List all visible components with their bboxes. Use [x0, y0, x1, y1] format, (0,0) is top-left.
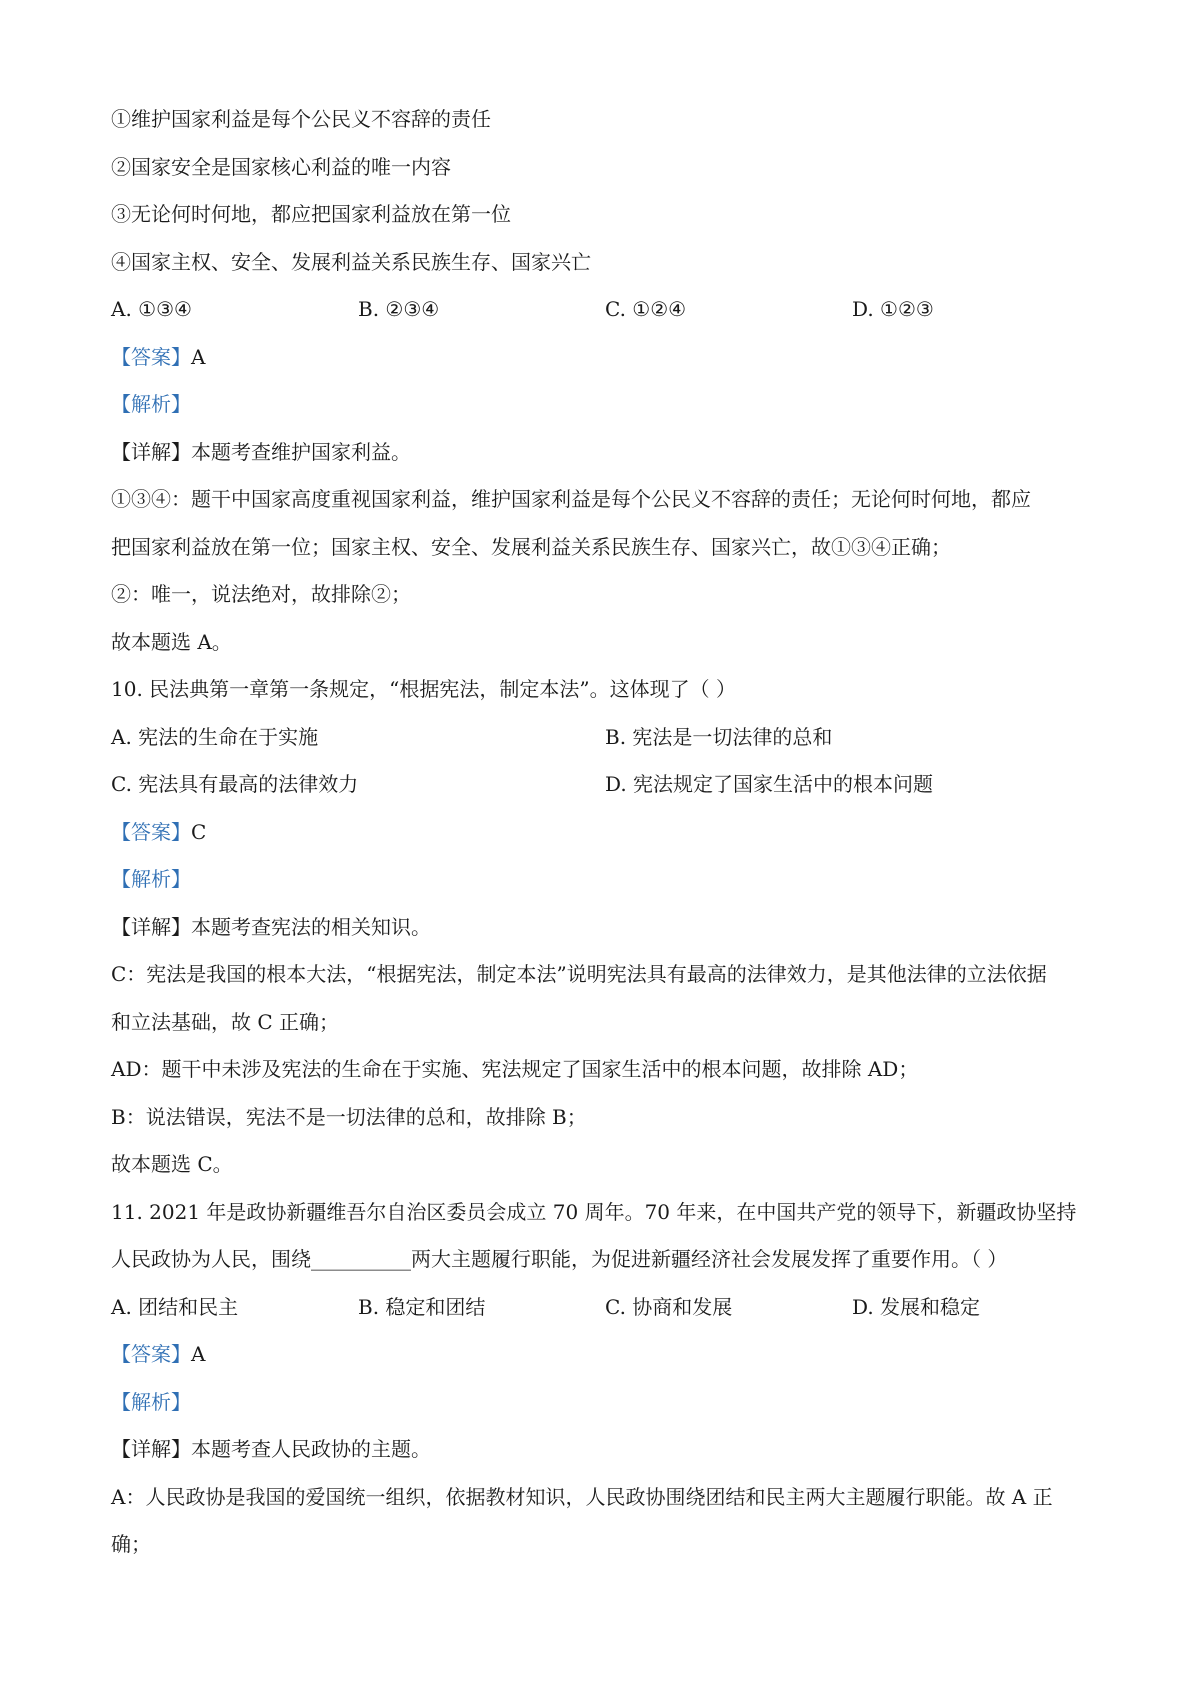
q10-explanation-4: B：说法错误，宪法不是一切法律的总和，故排除 B；: [111, 1104, 587, 1129]
q9-explanation-4: 故本题选 A。: [111, 629, 232, 654]
answer-value: C: [191, 819, 207, 844]
answer-value: A: [191, 1342, 206, 1366]
answer-label: 【答案】: [111, 819, 191, 844]
answer-value: A: [191, 344, 206, 369]
answer-label: 【答案】: [111, 344, 191, 369]
document-page: [111, 96, 1101, 1569]
q9-option-a: A. ①③④: [111, 297, 192, 321]
q10-option-b: B. 宪法是一切法律的总和: [605, 724, 833, 749]
q10-answer: [111, 809, 1101, 857]
q11-explanation-1: A：人民政协是我国的爱国统一组织，依据教材知识，人民政协围绕团结和民主两大主题履行职能。故 A 正: [111, 1484, 1053, 1509]
q9-detail: 【详解】本题考查维护国家利益。: [111, 439, 411, 464]
q11-question-1: 11. 2021 年是政协新疆维吾尔自治区委员会成立 70 周年。70 年来，在中国共产党的领导下，新疆政协坚持: [111, 1199, 1077, 1224]
q10-question: 10. 民法典第一章第一条规定，“根据宪法，制定本法”。这体现了（ ）: [111, 677, 736, 701]
q11-answer: [111, 1331, 1101, 1379]
q10-detail: 【详解】本题考查宪法的相关知识。: [111, 914, 431, 939]
q9-explanation-3: ②：唯一，说法绝对，故排除②；: [111, 582, 411, 606]
q11-analysis-label: 【解析】: [111, 1389, 191, 1414]
q9-explanation-1: ①③④：题干中国家高度重视国家利益，维护国家利益是每个公民义不容辞的责任；无论何时何地，都应: [111, 487, 1031, 511]
q9-option-b: B. ②③④: [358, 297, 440, 321]
q10-explanation-5: 故本题选 C。: [111, 1152, 233, 1176]
q11-option-c: C. 协商和发展: [605, 1294, 733, 1319]
q11-explanation-2: 确；: [111, 1532, 151, 1556]
q9-analysis-label: 【解析】: [111, 392, 191, 416]
q10-explanation-2: 和立法基础，故 C 正确；: [111, 1009, 340, 1034]
q10-explanation-3: AD：题干中未涉及宪法的生命在于实施、宪法规定了国家生活中的根本问题，故排除 AD；: [111, 1057, 919, 1081]
statement-4: ④国家主权、安全、发展利益关系民族生存、国家兴亡: [111, 249, 591, 274]
q10-explanation-1: C：宪法是我国的根本大法，“根据宪法，制定本法”说明宪法具有最高的法律效力，是其他法律的立法依据: [111, 962, 1047, 986]
q11-option-d: D. 发展和稳定: [852, 1294, 981, 1319]
q10-options-row-1: [111, 714, 1101, 762]
q9-options: [111, 286, 1101, 334]
q11-options: [111, 1284, 1101, 1332]
q10-options-row-2: [111, 761, 1101, 809]
statement-1: ①维护国家利益是每个公民义不容辞的责任: [111, 107, 491, 131]
q10-option-c: C. 宪法具有最高的法律效力: [111, 772, 359, 796]
q9-explanation-2: 把国家利益放在第一位；国家主权、安全、发展利益关系民族生存、国家兴亡，故①③④正确；: [111, 534, 951, 559]
q9-answer: [111, 334, 1101, 382]
q11-question-2: 人民政协为人民，围绕__________两大主题履行职能，为促进新疆经济社会发展发挥了重要作用。（ ）: [111, 1247, 1008, 1271]
q11-option-a: A. 团结和民主: [111, 1294, 239, 1319]
q10-option-a: A. 宪法的生命在于实施: [111, 724, 319, 749]
q9-option-d: D. ①②③: [852, 297, 934, 321]
statement-2: ②国家安全是国家核心利益的唯一内容: [111, 154, 451, 179]
answer-label: 【答案】: [111, 1342, 191, 1366]
q11-detail: 【详解】本题考查人民政协的主题。: [111, 1437, 431, 1461]
q10-analysis-label: 【解析】: [111, 867, 191, 891]
q11-option-b: B. 稳定和团结: [358, 1294, 486, 1319]
statement-3: ③无论何时何地，都应把国家利益放在第一位: [111, 202, 511, 226]
q10-option-d: D. 宪法规定了国家生活中的根本问题: [605, 772, 934, 796]
q9-option-c: C. ①②④: [605, 297, 687, 321]
